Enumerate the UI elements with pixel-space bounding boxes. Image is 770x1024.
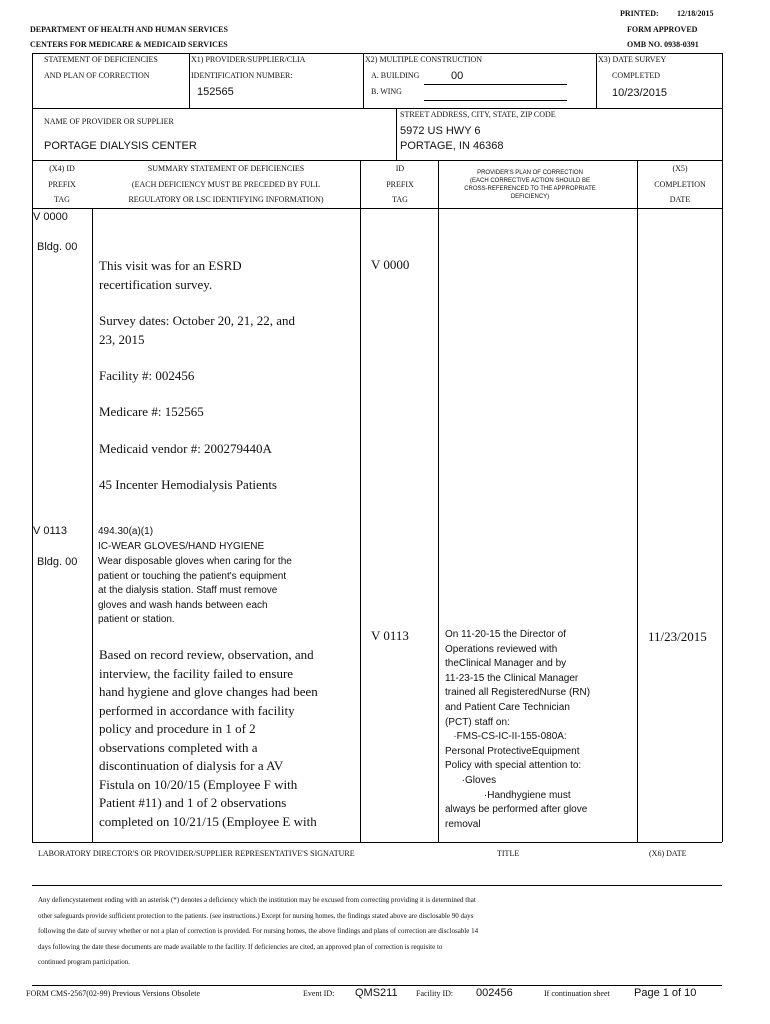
form-number: FORM CMS-2567(02-99) Previous Versions Obsolete <box>26 989 201 998</box>
title-label: TITLE <box>497 849 520 858</box>
grid-line <box>32 208 722 209</box>
statement-label: STATEMENT OF DEFICIENCIES <box>44 55 158 64</box>
summary-medicare-number: Medicare #: 152565 <box>99 404 204 419</box>
plan-of-correction: On 11-20-15 the Director of Operations reviewed with theClinical Manager and by 11-23-15 the Clinical Manager trained all RegisteredNurse (RN) and Patient Care Technician (PCT) staff on: ·FMS-CS-IC-II-155-080A: Personal ProtectiveEquipment Policy with special attention to: ·Gloves ·Handhygiene must always be performed after glove removal <box>445 629 591 830</box>
wing-underline <box>424 100 567 101</box>
form-approved: FORM APPROVED <box>627 25 698 34</box>
id-header: ID <box>395 164 405 173</box>
grid-line <box>32 53 33 108</box>
grid-line <box>637 160 638 842</box>
x6-date-label: (X6) DATE <box>649 849 687 858</box>
x1-label-2: IDENTIFICATION NUMBER: <box>191 71 293 80</box>
facility-id: 002456 <box>476 987 513 999</box>
omb-number: OMB NO. 0938-0391 <box>627 40 699 49</box>
summary-facility-number: Facility #: 002456 <box>99 368 195 383</box>
department-name: DEPARTMENT OF HEALTH AND HUMAN SERVICES <box>30 25 228 34</box>
building-label: A. BUILDING <box>371 71 420 80</box>
provider-name: PORTAGE DIALYSIS CENTER <box>44 140 197 152</box>
centers-name: CENTERS FOR MEDICARE & MEDICAID SERVICES <box>30 40 228 49</box>
printed-date: 12/18/2015 <box>677 9 714 18</box>
page-number: Page 1 of 10 <box>634 987 697 999</box>
regulation-cite: 494.30(a)(1) <box>98 526 154 537</box>
x2-label: X2) MULTIPLE CONSTRUCTION <box>365 55 483 64</box>
id-header-3: TAG <box>392 195 408 204</box>
deficiency-finding: Based on record review, observation, and interview, the facility failed to ensure hand hygiene and glove changes had been performed in accordance with facility policy and procedure in 1 of 2 observations completed with a discontinuation of dialysis for a AV Fistula on 10/20/15 (Employee F with Patient #11) and 1 of 2 observations completed on 10/21/15 (Employee E with <box>99 647 318 829</box>
disclaimer-text: Any defiencystatement ending with an asterisk (*) denotes a deficiency which the institution may be excused from correcting providing it is determined that other safeguards provide sufficient protection to the patients. (see instructions.) Except for nursing homes, the findings stated above are disclosable 90 days following the date of survey whether or not a plan of correction is provided. For nursing homes, the above findings and plans of correction are disclosable 14 days following the date these documents are made available to the facility. If deficiencies are cited, an approved plan of correction is requisite to continued program participation. <box>38 896 479 966</box>
plan-header-4: DEFICIENCY) <box>510 194 550 200</box>
x4-header: (X4) ID <box>49 164 75 173</box>
completion-date: 11/23/2015 <box>648 629 707 644</box>
continuation-label: If continuation sheet <box>544 989 610 998</box>
tag-prefix-1: V 0000 <box>33 211 68 223</box>
survey-date: 10/23/2015 <box>612 87 668 99</box>
summary-header: SUMMARY STATEMENT OF DEFICIENCIES <box>147 164 305 173</box>
summary-medicaid-vendor: Medicaid vendor #: 200279440A <box>99 441 272 456</box>
signature-line <box>32 885 722 886</box>
wing-label: B. WING <box>371 87 402 96</box>
plan-header: PROVIDER'S PLAN OF CORRECTION <box>477 170 583 176</box>
regulation-title: IC-WEAR GLOVES/HAND HYGIENE <box>98 541 265 552</box>
provider-id: 152565 <box>197 86 234 98</box>
x4-header-2: PREFIX <box>48 180 76 189</box>
x1-label: X1) PROVIDER/SUPPLIER/CLIA <box>191 55 306 64</box>
summary-visit: This visit was for an ESRD recertification survey. <box>99 258 242 292</box>
summary-header-3: REGULATORY OR LSC IDENTIFYING INFORMATION) <box>128 195 324 204</box>
address-label: STREET ADDRESS, CITY, STATE, ZIP CODE <box>400 110 556 119</box>
tag-id-1: V 0000 <box>371 257 410 272</box>
grid-line <box>189 53 190 108</box>
grid-line <box>32 160 722 161</box>
building-underline <box>424 84 567 85</box>
x5-header-3: DATE <box>669 195 691 204</box>
id-header-2: PREFIX <box>386 180 414 189</box>
event-id-label: Event ID: <box>303 989 335 998</box>
tag-prefix-2: V 0113 <box>33 525 68 537</box>
grid-line <box>596 53 597 108</box>
plan-header-2: (EACH CORRECTIVE ACTION SHOULD BE <box>469 178 591 184</box>
printed-label: PRINTED: <box>620 9 659 18</box>
statement-label-2: AND PLAN OF CORRECTION <box>44 71 150 80</box>
grid-line <box>32 53 722 54</box>
grid-line <box>722 53 723 108</box>
grid-line <box>363 53 364 108</box>
grid-line <box>396 108 397 160</box>
regulation-text: Wear disposable gloves when caring for the patient or touching the patient's equipment at the dialysis station. Staff must remove gloves and wash hands between each patient or station. <box>98 556 292 626</box>
x4-header-3: TAG <box>54 195 70 204</box>
grid-line <box>32 108 722 109</box>
x3-label-2: COMPLETED <box>612 71 660 80</box>
grid-line <box>32 160 33 842</box>
grid-line <box>722 160 723 842</box>
building-tag-1: Bldg. 00 <box>37 241 78 253</box>
x3-label: X3) DATE SURVEY <box>598 55 667 64</box>
summary-patients: 45 Incenter Hemodialysis Patients <box>99 477 277 492</box>
building-value: 00 <box>451 70 464 82</box>
x5-header-2: COMPLETION <box>654 180 706 189</box>
provider-name-label: NAME OF PROVIDER OR SUPPLIER <box>44 117 174 126</box>
building-tag-2: Bldg. 00 <box>37 556 78 568</box>
plan-header-3: CROSS-REFERENCED TO THE APPROPRIATE <box>464 186 596 192</box>
grid-line <box>32 842 722 843</box>
address-line-2: PORTAGE, IN 46368 <box>400 140 504 152</box>
address-line-1: 5972 US HWY 6 <box>400 125 481 137</box>
grid-line <box>438 160 439 842</box>
footer-line <box>32 985 722 986</box>
facility-id-label: Facility ID: <box>416 989 454 998</box>
x5-header: (X5) <box>672 164 688 173</box>
summary-survey-dates: Survey dates: October 20, 21, 22, and 23, 2015 <box>99 313 296 347</box>
summary-header-2: (EACH DEFICIENCY MUST BE PRECEDED BY FULL <box>131 180 321 189</box>
event-id: QMS211 <box>355 987 398 999</box>
signature-label: LABORATORY DIRECTOR'S OR PROVIDER/SUPPLIER REPRESENTATIVE'S SIGNATURE <box>38 849 355 858</box>
tag-id-2: V 0113 <box>371 628 409 643</box>
grid-line <box>722 108 723 160</box>
grid-line <box>92 208 93 842</box>
grid-line <box>32 108 33 160</box>
